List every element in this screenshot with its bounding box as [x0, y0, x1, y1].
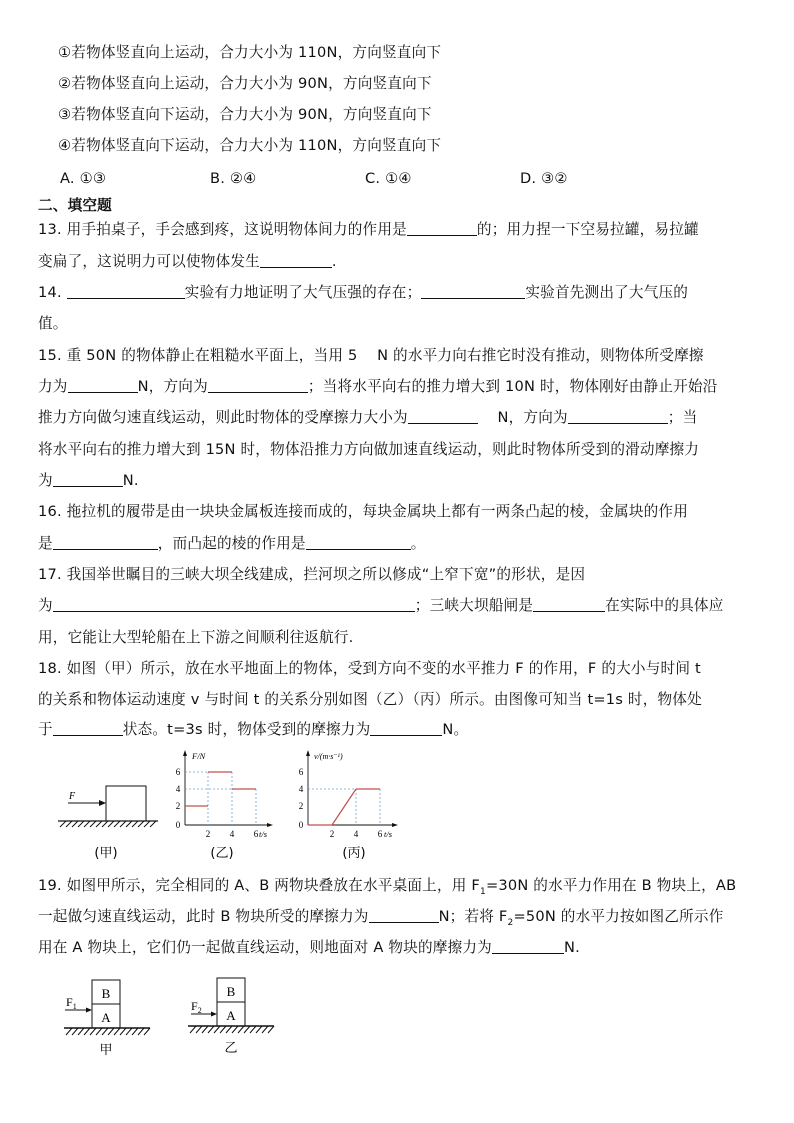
y-axis-label: v/(m·s⁻¹) — [314, 752, 343, 761]
caption-jia: (甲) — [94, 846, 118, 861]
svg-text:A: A — [226, 1008, 236, 1023]
q19-figure — [60, 970, 290, 1065]
fig-yi — [188, 978, 274, 1056]
q13-line-2: 变扁了，这说明力可以使物体发生 . — [38, 253, 337, 270]
caption-yi: 乙 — [224, 1041, 238, 1056]
caption-jia: 甲 — [99, 1043, 113, 1058]
q18-line-3: 于 状态。t=3s 时，物体受到的摩擦力为 N。 — [38, 721, 469, 738]
q17-line-1: 17. 我国举世瞩目的三峡大坝全线建成，拦河坝之所以修成“上窄下宽”的形状，是因 — [38, 566, 586, 583]
y-axis-label: F/N — [192, 751, 206, 761]
q16-line-2: 是 ，而凸起的棱的作用是 。 — [38, 535, 426, 552]
force-arrow-head — [99, 800, 106, 806]
x-axis-arrow — [267, 823, 273, 827]
answer-blank[interactable] — [53, 471, 123, 487]
y-axis-arrow — [306, 750, 310, 756]
block — [106, 786, 146, 821]
answer-blank[interactable] — [68, 377, 138, 393]
q12-option-d: D. ③② — [520, 170, 568, 187]
answer-blank[interactable] — [369, 907, 439, 923]
answer-blank[interactable] — [568, 408, 668, 424]
y-axis-arrow — [183, 750, 187, 756]
q13-line-1: 13. 用手拍桌子，手会感到疼，这说明物体间力的作用是 的；用力捏一下空易拉罐，易拉罐 — [38, 221, 699, 238]
q18-line-2: 的关系和物体运动速度 v 与时间 t 的关系分别如图（乙）（丙）所示。由图像可知当 t=1s 时，物体处 — [38, 691, 702, 708]
velocity-curve — [308, 789, 380, 825]
answer-blank[interactable] — [53, 534, 158, 550]
answer-blank[interactable] — [408, 408, 478, 424]
q12-statement-2: ②若物体竖直向上运动，合力大小为 90N，方向竖直向下 — [58, 75, 432, 92]
q14-line-1: 14. 实验有力地证明了大气压强的存在； 实验首先测出了大气压的 — [38, 284, 689, 301]
q19-line-3: 用在 A 物块上，它们仍一起做直线运动，则地面对 A 物块的摩擦力为 N. — [38, 939, 580, 956]
answer-blank[interactable] — [370, 720, 442, 736]
q12-statement-3: ③若物体竖直向下运动，合力大小为 90N，方向竖直向下 — [58, 106, 432, 123]
guide-lines — [185, 772, 256, 825]
force-label-f2: $F_2$ — [191, 999, 202, 1015]
svg-text:A: A — [101, 1010, 111, 1025]
ground-hatch — [60, 821, 156, 827]
fig-jia — [64, 980, 150, 1058]
q12-option-c: C. ①④ — [365, 170, 412, 187]
jia-diagram — [58, 786, 158, 861]
x-axis-arrow — [392, 823, 398, 827]
svg-text:B: B — [226, 984, 236, 999]
q12-statement-1: ①若物体竖直向上运动，合力大小为 110N，方向竖直向下 — [58, 44, 442, 61]
yi-graph — [176, 750, 273, 861]
q15-line-5: 为 N. — [38, 472, 139, 489]
x-axis-label: t/s — [384, 829, 393, 839]
x-axis-label: t/s — [259, 829, 268, 839]
answer-blank[interactable] — [407, 220, 477, 236]
q19-line-1: 19. 如图甲所示，完全相同的 A、B 两物块叠放在水平桌面上，用 $F_1=30N$ 的水平力作用在 B 物块上，AB — [38, 877, 737, 897]
answer-blank[interactable] — [208, 377, 308, 393]
q18-figure — [50, 745, 430, 870]
q16-line-1: 16. 拖拉机的履带是由一块块金属板连接而成的，每块金属块上都有一两条凸起的棱，金属块的作用 — [38, 503, 688, 520]
y-tick: 2 — [175, 801, 181, 811]
q17-line-2: 为 ；三峡大坝船闸是 在实际中的具体应 — [38, 597, 724, 614]
y-tick: 0 — [298, 820, 304, 830]
answer-blank[interactable] — [533, 596, 605, 612]
y-tick: 4 — [298, 784, 304, 794]
y-tick: 4 — [175, 784, 181, 794]
y-tick: 0 — [175, 820, 181, 830]
q14-line-2: 值。 — [38, 315, 68, 332]
q12-option-a: A. ①③ — [60, 170, 107, 187]
y-tick: 6 — [175, 767, 181, 777]
y-tick: 6 — [298, 767, 304, 777]
answer-blank[interactable] — [306, 534, 411, 550]
answer-blank[interactable] — [53, 720, 123, 736]
q19-line-2: 一起做匀速直线运动，此时 B 物块所受的摩擦力为 N；若将 $F_2=50N$ 的水平力按如图乙所示作 — [38, 908, 724, 928]
section-title: 二、填空题 — [38, 197, 112, 214]
q12-options — [0, 169, 794, 189]
q17-line-3: 用，它能让大型轮船在上下游之间顺利往返航行. — [38, 629, 354, 646]
x-tick: 2 — [329, 829, 335, 839]
x-tick: 2 — [205, 829, 211, 839]
y-tick: 2 — [298, 801, 304, 811]
answer-blank[interactable] — [53, 596, 415, 612]
q15-line-1: 15. 重 50N 的物体静止在粗糙水平面上，当用 5 N 的水平力向右推它时没有推动，则物体所受摩擦 — [38, 347, 704, 364]
q12-option-b: B. ②④ — [210, 170, 257, 187]
x-tick: 4 — [229, 829, 235, 839]
q15-line-3: 推力方向做匀速直线运动，则此时物体的受摩擦力大小为 N，方向为 ；当 — [38, 409, 698, 426]
answer-blank[interactable] — [67, 283, 185, 299]
bing-graph — [299, 750, 398, 861]
q15-line-4: 将水平向右的推力增大到 15N 时，物体沿推力方向做加速直线运动，则此时物体所受到的滑动摩擦力 — [38, 441, 700, 458]
caption-bing: (丙) — [342, 846, 366, 861]
q15-line-2: 力为 N，方向为 ；当将水平向右的推力增大到 10N 时，物体刚好由静止开始沿 — [38, 378, 718, 395]
answer-blank[interactable] — [260, 252, 332, 268]
answer-blank[interactable] — [492, 938, 564, 954]
answer-blank[interactable] — [421, 283, 525, 299]
ground-hatch — [66, 1028, 150, 1035]
q18-line-1: 18. 如图（甲）所示，放在水平地面上的物体，受到方向不变的水平推力 F 的作用，F 的大小与时间 t — [38, 660, 701, 677]
x-tick: 6 — [253, 829, 259, 839]
x-tick: 6 — [377, 829, 383, 839]
force-curve — [185, 772, 256, 806]
caption-yi: (乙) — [210, 846, 234, 861]
ground-hatch — [190, 1026, 274, 1033]
q12-statement-4: ④若物体竖直向下运动，合力大小为 110N，方向竖直向下 — [58, 137, 442, 154]
force-label: F — [69, 791, 76, 802]
force-label-f1: $F_1$ — [66, 995, 77, 1011]
svg-text:B: B — [101, 986, 111, 1001]
x-tick: 4 — [353, 829, 359, 839]
